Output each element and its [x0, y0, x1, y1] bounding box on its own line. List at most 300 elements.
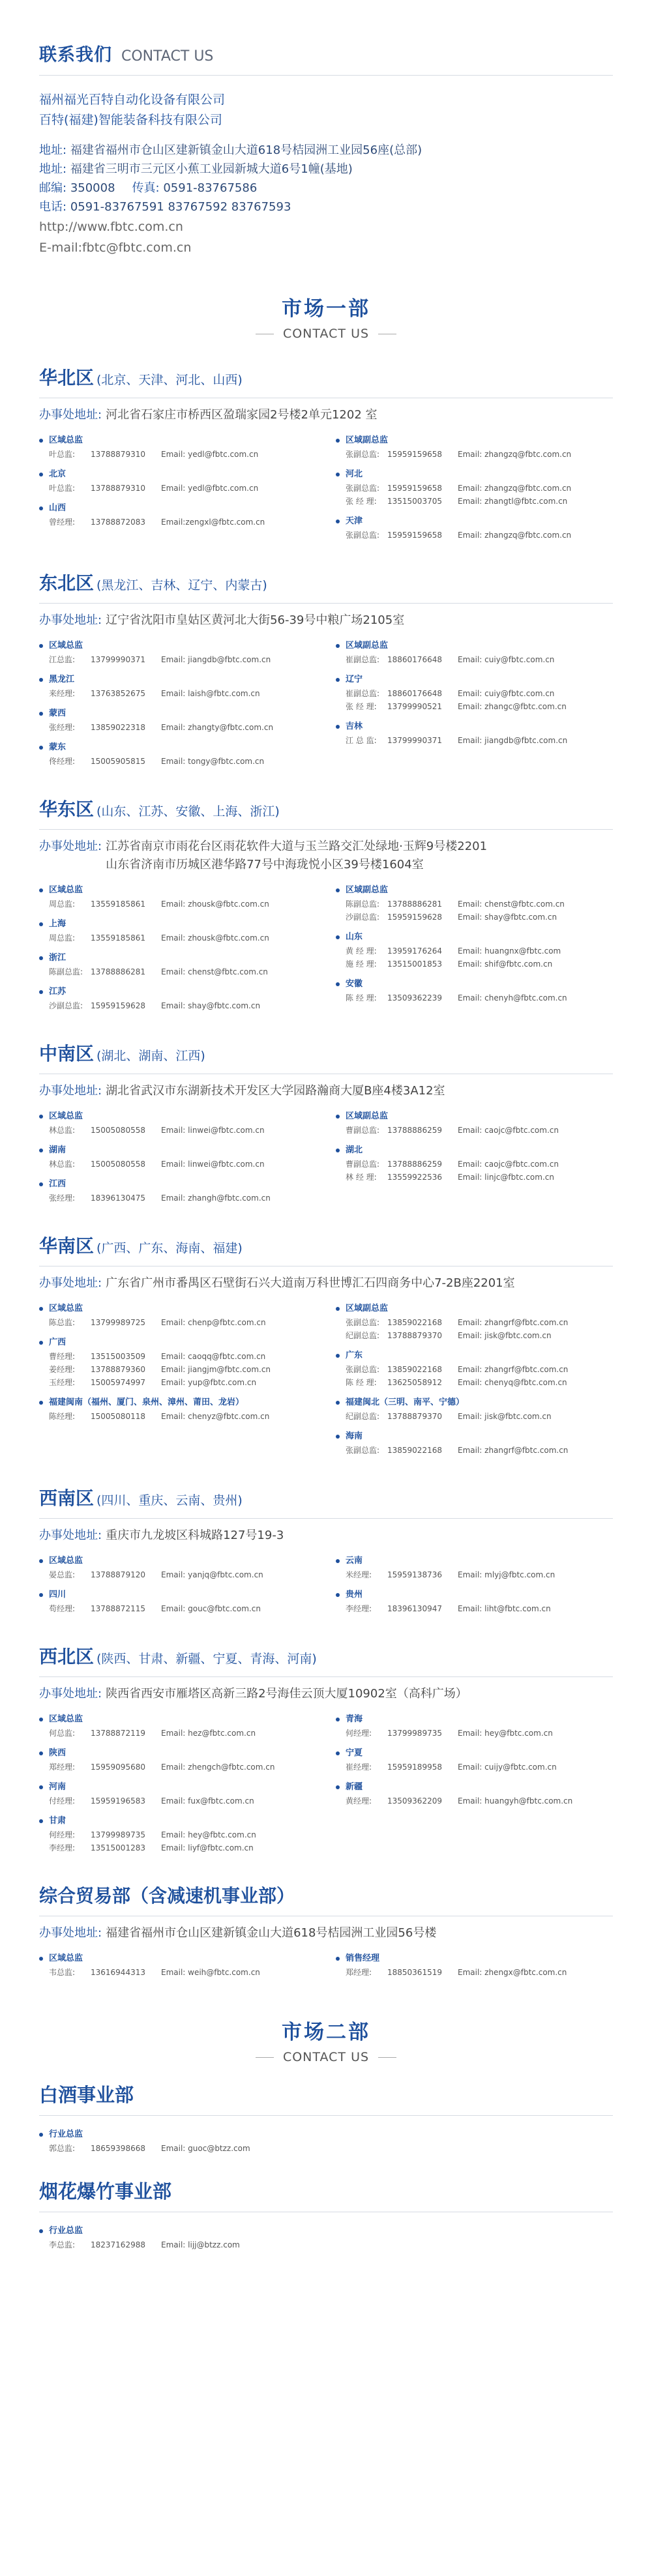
person-email[interactable]: Email: jiangdb@fbtc.com.cn	[161, 655, 271, 664]
person-name: 林总监:	[49, 1160, 76, 1169]
left-column	[39, 1952, 316, 1985]
block-title-text: 福建闽南（福州、厦门、泉州、漳州、莆田、龙岩）	[49, 1398, 244, 1407]
person-email[interactable]: Email:zengxl@fbtc.com.cn	[161, 518, 265, 527]
person-phone[interactable]: 18396130475	[91, 1193, 145, 1203]
person-phone[interactable]: 13509362209	[387, 1796, 442, 1806]
person-phone[interactable]: 15005080558	[91, 1160, 145, 1169]
person-phone[interactable]: 13515001853	[387, 959, 442, 969]
block-title	[39, 951, 316, 965]
email-link[interactable]: E-mail:fbtc@fbtc.com.cn	[39, 241, 192, 255]
zip-label: 邮编:	[39, 181, 67, 195]
block-title-text: 湖北	[346, 1145, 363, 1155]
block-title-text: 行业总监	[49, 2226, 83, 2236]
office-address	[39, 406, 613, 424]
person-email[interactable]: Email: linwei@fbtc.com.cn	[161, 1126, 265, 1135]
person-phone[interactable]: 13799989735	[387, 1729, 442, 1738]
person-email[interactable]: Email: zhangrf@fbtc.com.cn	[458, 1365, 569, 1374]
person-email[interactable]: Email: shay@fbtc.com.cn	[458, 913, 557, 922]
person-phone[interactable]: 15959138736	[387, 1570, 442, 1579]
person-row	[336, 482, 613, 495]
block-title	[39, 883, 316, 898]
person-row	[336, 1727, 613, 1740]
person-row	[39, 1761, 316, 1774]
address-label: 地址:	[39, 143, 67, 157]
contact-block	[39, 883, 316, 911]
person-email[interactable]: Email: chenyq@fbtc.com.cn	[458, 1378, 567, 1387]
person-phone[interactable]: 13509362239	[387, 993, 442, 1003]
office-label: 办事处地址:	[39, 408, 102, 422]
right-column	[336, 1109, 613, 1211]
person-email[interactable]: Email: jiangdb@fbtc.com.cn	[458, 736, 568, 745]
bullet-icon	[336, 1785, 340, 1789]
person-name: 江 总 监:	[346, 736, 377, 745]
business-section	[39, 2177, 613, 2251]
person-name: 张副总监:	[346, 1446, 380, 1455]
person-email[interactable]: Email: zhengx@fbtc.com.cn	[458, 1968, 567, 1977]
person-name: 张副总监:	[346, 1318, 380, 1327]
block-title	[336, 1780, 613, 1794]
block-title-text: 黑龙江	[49, 675, 75, 684]
person-phone[interactable]: 15959159628	[387, 913, 442, 922]
block-title	[39, 2128, 613, 2142]
person-email[interactable]: Email: liyf@fbtc.com.cn	[161, 1843, 254, 1852]
left-column	[39, 1554, 316, 1622]
person-email[interactable]: Email: chenp@fbtc.com.cn	[161, 1318, 266, 1327]
person-email[interactable]: Email: jisk@fbtc.com.cn	[458, 1412, 552, 1421]
bullet-icon	[336, 1401, 340, 1405]
person-phone[interactable]: 13799990371	[91, 655, 145, 664]
contact-block	[336, 930, 613, 971]
contact-block	[336, 1302, 613, 1342]
person-row	[39, 1727, 316, 1740]
person-phone[interactable]: 13515003705	[387, 497, 442, 506]
person-name: 曹副总监:	[346, 1160, 380, 1169]
block-title	[336, 433, 613, 448]
person-phone[interactable]: 13788872119	[91, 1729, 145, 1738]
block-title-text: 河北	[346, 469, 363, 479]
person-row	[336, 958, 613, 971]
person-name: 陈总监:	[49, 1318, 76, 1327]
person-name: 叶总监:	[49, 484, 76, 493]
person-phone[interactable]: 15005905815	[91, 757, 145, 766]
block-title	[336, 720, 613, 734]
person-phone[interactable]: 13799989735	[91, 1830, 145, 1839]
person-phone[interactable]: 13799990521	[387, 702, 442, 711]
contact-grid	[39, 433, 613, 548]
person-email[interactable]: Email: caojc@fbtc.com.cn	[458, 1160, 559, 1169]
person-row	[336, 1158, 613, 1171]
contact-block	[336, 1780, 613, 1808]
region-provinces: (广西、广东、海南、福建)	[96, 1241, 243, 1255]
contact-grid	[39, 1109, 613, 1211]
person-phone[interactable]: 13788886259	[387, 1160, 442, 1169]
block-title-text: 区域副总监	[346, 641, 389, 651]
person-name: 周总监:	[49, 933, 76, 943]
person-phone[interactable]: 13799989725	[91, 1318, 145, 1327]
divider-line	[256, 2057, 274, 2058]
block-title-text: 区域副总监	[346, 435, 389, 445]
contact-block	[336, 467, 613, 508]
person-email[interactable]: Email: lijj@btzz.com	[161, 2240, 240, 2249]
block-title-text: 贵州	[346, 1590, 363, 1600]
person-email[interactable]: Email: shif@fbtc.com.cn	[458, 959, 553, 969]
block-title-text: 广东	[346, 1351, 363, 1360]
person-email[interactable]: Email: cuijy@fbtc.com.cn	[458, 1763, 557, 1772]
person-name: 崔经理:	[346, 1763, 372, 1772]
person-email[interactable]: Email: cuiy@fbtc.com.cn	[458, 689, 555, 698]
block-title-text: 河南	[49, 1782, 67, 1792]
person-email[interactable]: Email: zhangc@fbtc.com.cn	[458, 702, 567, 711]
contact-block	[336, 883, 613, 924]
fax-label: 传真:	[132, 181, 160, 195]
person-phone[interactable]: 18659398668	[91, 2144, 145, 2153]
region-provinces: (黑龙江、吉林、辽宁、内蒙古)	[96, 578, 267, 593]
person-phone[interactable]: 13616944313	[91, 1968, 145, 1977]
person-email[interactable]: Email: caoqq@fbtc.com.cn	[161, 1352, 266, 1361]
person-email[interactable]: Email: chenst@fbtc.com.cn	[458, 900, 565, 909]
person-name: 张副总监:	[346, 1365, 380, 1374]
person-phone[interactable]: 18396130947	[387, 1604, 442, 1613]
person-name: 曹副总监:	[346, 1126, 380, 1135]
block-title-text: 区域副总监	[346, 1111, 389, 1121]
person-email[interactable]: Email: huangnx@fbtc.com	[458, 946, 561, 956]
person-phone[interactable]: 13859022168	[387, 1365, 442, 1374]
office-address	[39, 838, 613, 874]
block-title	[39, 1588, 316, 1602]
person-row	[336, 991, 613, 1004]
person-row	[336, 734, 613, 747]
bullet-icon	[39, 922, 43, 926]
company-name-2: 百特(福建)智能装备科技有限公司	[39, 113, 222, 127]
person-email[interactable]: Email: laish@fbtc.com.cn	[161, 689, 260, 698]
block-title	[336, 1302, 613, 1316]
block-title	[336, 1588, 613, 1602]
left-column	[39, 1302, 316, 1463]
person-email[interactable]: Email: liht@fbtc.com.cn	[458, 1604, 551, 1613]
person-email[interactable]: Email: linjc@fbtc.com.cn	[458, 1173, 554, 1182]
bullet-icon	[336, 1559, 340, 1563]
contact-block	[336, 639, 613, 666]
block-title	[39, 1396, 316, 1410]
office-line: 山东省济南市历城区港华路77号中海珑悦小区39号楼1604室	[106, 858, 424, 871]
block-title-text: 山西	[49, 503, 67, 513]
person-phone[interactable]: 18850361519	[387, 1968, 442, 1977]
person-name: 陈副总监:	[49, 967, 83, 976]
person-email[interactable]: Email: zhengch@fbtc.com.cn	[161, 1763, 275, 1772]
person-phone[interactable]: 18860176648	[387, 689, 442, 698]
block-title	[336, 977, 613, 991]
office-address	[39, 1924, 613, 1942]
office-value	[106, 838, 487, 874]
office-value	[106, 1527, 284, 1545]
person-name: 付经理:	[49, 1796, 76, 1806]
bullet-icon	[336, 439, 340, 443]
region-header	[39, 1882, 613, 1916]
person-email[interactable]: Email: tongy@fbtc.com.cn	[161, 757, 265, 766]
person-email[interactable]: Email: yanjq@fbtc.com.cn	[161, 1570, 263, 1579]
person-phone[interactable]: 15005080118	[91, 1412, 145, 1421]
contact-block	[336, 720, 613, 747]
person-phone[interactable]: 13788879120	[91, 1570, 145, 1579]
office-label: 办事处地址:	[39, 1687, 102, 1701]
person-phone[interactable]: 13788872083	[91, 518, 145, 527]
person-row	[336, 1966, 613, 1979]
person-email[interactable]: Email: fux@fbtc.com.cn	[161, 1796, 254, 1806]
block-title	[336, 883, 613, 898]
left-column	[39, 433, 316, 548]
bullet-icon	[39, 1182, 43, 1186]
bullet-icon	[336, 1435, 340, 1439]
contact-block	[336, 1109, 613, 1137]
person-email[interactable]: Email: zhangty@fbtc.com.cn	[161, 723, 274, 732]
person-phone[interactable]: 13799990371	[387, 736, 442, 745]
block-title-text: 安徽	[346, 979, 363, 989]
person-phone[interactable]: 13788879360	[91, 1365, 145, 1374]
region-section	[39, 795, 613, 1019]
business-title: 白酒事业部	[39, 2081, 613, 2116]
person-email[interactable]: Email: zhangtl@fbtc.com.cn	[458, 497, 568, 506]
region-provinces: (四川、重庆、云南、贵州)	[96, 1493, 243, 1508]
contact-grid	[39, 883, 613, 1019]
person-phone[interactable]: 13788879310	[91, 484, 145, 493]
person-name: 佟经理:	[49, 757, 76, 766]
right-column	[336, 433, 613, 548]
person-email[interactable]: Email: huangyh@fbtc.com.cn	[458, 1796, 573, 1806]
person-email[interactable]: Email: linwei@fbtc.com.cn	[161, 1160, 265, 1169]
person-row	[336, 1124, 613, 1137]
contact-block	[336, 1712, 613, 1740]
bullet-icon	[39, 1593, 43, 1597]
region-section	[39, 1882, 613, 1985]
person-row	[39, 1158, 316, 1171]
person-phone[interactable]: 13559185861	[91, 900, 145, 909]
person-name: 李总监:	[49, 2240, 76, 2249]
person-email[interactable]: Email: zhangrf@fbtc.com.cn	[458, 1318, 569, 1327]
block-title-text: 区域总监	[49, 885, 83, 895]
region-header	[39, 1643, 613, 1677]
block-title-text: 湖南	[49, 1145, 67, 1155]
person-name: 崔副总监:	[346, 655, 380, 664]
bullet-icon	[39, 473, 43, 476]
person-email[interactable]: Email: zhangzq@fbtc.com.cn	[458, 450, 572, 459]
person-phone[interactable]: 13788872115	[91, 1604, 145, 1613]
person-name: 陈 经 理:	[346, 993, 377, 1003]
person-phone[interactable]: 13515003509	[91, 1352, 145, 1361]
contact-block	[336, 977, 613, 1004]
bullet-icon	[39, 1751, 43, 1755]
bullet-icon	[39, 439, 43, 443]
region-provinces: (湖北、湖南、江西)	[96, 1049, 205, 1063]
person-email[interactable]: Email: zhousk@fbtc.com.cn	[161, 933, 269, 943]
contact-block	[39, 1814, 316, 1854]
contact-block	[39, 1302, 316, 1329]
person-phone[interactable]: 13788886281	[387, 900, 442, 909]
contact-block	[39, 467, 316, 495]
person-row	[39, 755, 316, 768]
contact-block	[336, 1554, 613, 1581]
person-phone[interactable]: 13788886281	[91, 967, 145, 976]
person-phone[interactable]: 15959189958	[387, 1763, 442, 1772]
office-line: 重庆市九龙坡区科城路127号19-3	[106, 1529, 284, 1542]
block-title	[39, 501, 316, 516]
bullet-icon	[39, 746, 43, 750]
block-title	[336, 673, 613, 687]
bullet-icon	[39, 990, 43, 994]
person-phone[interactable]: 13859022168	[387, 1446, 442, 1455]
person-email[interactable]: Email: yup@fbtc.com.cn	[161, 1378, 257, 1387]
person-name: 江总监:	[49, 655, 76, 664]
person-name: 张 经 理:	[346, 497, 377, 506]
person-phone[interactable]: 15959159658	[387, 450, 442, 459]
person-phone[interactable]: 13763852675	[91, 689, 145, 698]
bullet-icon	[336, 520, 340, 523]
person-email[interactable]: Email: caojc@fbtc.com.cn	[458, 1126, 559, 1135]
block-title-text: 上海	[49, 919, 67, 929]
block-title	[336, 1349, 613, 1363]
person-phone[interactable]: 13788879370	[387, 1331, 442, 1340]
person-name: 黄 经 理:	[346, 946, 377, 956]
person-email[interactable]: Email: zhangrf@fbtc.com.cn	[458, 1446, 569, 1455]
office-line: 广东省广州市番禺区石壁街石兴大道南万科世博汇石四商务中心7-2B座2201室	[106, 1276, 515, 1290]
person-row	[39, 1376, 316, 1389]
dept1-title: 市场一部	[282, 297, 370, 321]
person-phone[interactable]: 15959095680	[91, 1763, 145, 1772]
contact-block	[39, 1177, 316, 1205]
office-value	[106, 1685, 467, 1703]
person-phone[interactable]: 13959176264	[387, 946, 442, 956]
dept1-subtitle: CONTACT US	[282, 327, 370, 341]
block-title-text: 销售经理	[346, 1954, 380, 1963]
block-title-text: 浙江	[49, 953, 67, 963]
bullet-icon	[336, 473, 340, 476]
address-1: 地址: 福建省福州市仓山区建新镇金山大道618号桔园洲工业园56座(总部)	[39, 143, 422, 157]
right-column	[336, 1554, 613, 1622]
block-title-text: 福建闽北（三明、南平、宁德）	[346, 1398, 465, 1407]
person-email[interactable]: Email: chenyz@fbtc.com.cn	[161, 1412, 270, 1421]
person-row	[39, 1966, 316, 1979]
person-row	[336, 1794, 613, 1808]
bullet-icon	[336, 1593, 340, 1597]
person-row	[39, 448, 316, 461]
person-phone[interactable]: 13625058912	[387, 1378, 442, 1387]
block-title	[39, 1302, 316, 1316]
person-phone[interactable]: 13788879370	[387, 1412, 442, 1421]
person-phone[interactable]: 13788886259	[387, 1126, 442, 1135]
person-email[interactable]: Email: chenst@fbtc.com.cn	[161, 967, 268, 976]
person-row	[39, 1568, 316, 1581]
person-email[interactable]: Email: yedl@fbtc.com.cn	[161, 450, 259, 459]
block-title-text: 辽宁	[346, 675, 363, 684]
block-title-text: 区域副总监	[346, 885, 389, 895]
person-email[interactable]: Email: mlyj@fbtc.com.cn	[458, 1570, 556, 1579]
contact-block	[39, 501, 316, 529]
person-phone[interactable]: 15959159658	[387, 531, 442, 540]
person-row	[39, 2142, 613, 2155]
block-title	[336, 514, 613, 529]
person-email[interactable]: Email: yedl@fbtc.com.cn	[161, 484, 259, 493]
person-phone[interactable]: 15959159658	[387, 484, 442, 493]
bullet-icon	[336, 1354, 340, 1358]
person-phone[interactable]: 13788879310	[91, 450, 145, 459]
block-title	[336, 639, 613, 653]
person-phone[interactable]: 18860176648	[387, 655, 442, 664]
person-phone[interactable]: 13859022168	[387, 1318, 442, 1327]
block-title-text: 山东	[346, 932, 363, 942]
bullet-icon	[39, 1819, 43, 1823]
contact-title	[39, 40, 613, 76]
person-name: 张副总监:	[346, 484, 380, 493]
left-column	[39, 639, 316, 774]
bullet-icon	[39, 1341, 43, 1345]
person-phone[interactable]: 15959159628	[91, 1001, 145, 1010]
block-title	[39, 1177, 316, 1192]
person-phone[interactable]: 13559922536	[387, 1173, 442, 1182]
website-link[interactable]: http://www.fbtc.com.cn	[39, 220, 183, 234]
person-phone[interactable]: 13559185861	[91, 933, 145, 943]
person-email[interactable]: Email: weih@fbtc.com.cn	[161, 1968, 260, 1977]
block-title	[39, 1746, 316, 1761]
person-email[interactable]: Email: gouc@fbtc.com.cn	[161, 1604, 261, 1613]
person-phone[interactable]: 15005974997	[91, 1378, 145, 1387]
person-phone[interactable]: 13515001283	[91, 1843, 145, 1852]
block-title	[39, 985, 316, 999]
person-email[interactable]: Email: hey@fbtc.com.cn	[458, 1729, 553, 1738]
contact-block	[39, 2224, 613, 2251]
person-email[interactable]: Email: zhangzq@fbtc.com.cn	[458, 484, 572, 493]
person-email[interactable]: Email: cuiy@fbtc.com.cn	[458, 655, 555, 664]
person-phone[interactable]: 13859022318	[91, 723, 145, 732]
person-email[interactable]: Email: zhousk@fbtc.com.cn	[161, 900, 269, 909]
person-email[interactable]: Email: jiangjm@fbtc.com.cn	[161, 1365, 271, 1374]
person-name: 林总监:	[49, 1126, 76, 1135]
contact-block	[336, 514, 613, 542]
person-name: 来经理:	[49, 689, 76, 698]
person-phone[interactable]: 15959196583	[91, 1796, 145, 1806]
block-title	[39, 467, 316, 482]
contact-block	[39, 2128, 613, 2155]
person-phone[interactable]: 18237162988	[91, 2240, 145, 2249]
block-title-text: 区域总监	[49, 1111, 83, 1121]
person-email[interactable]: Email: zhangh@fbtc.com.cn	[161, 1193, 271, 1203]
contact-block	[39, 740, 316, 768]
left-column	[39, 883, 316, 1019]
person-row	[39, 931, 316, 944]
block-title	[336, 1396, 613, 1410]
business-contacts	[39, 2224, 613, 2251]
region-section	[39, 1232, 613, 1463]
person-row	[336, 1568, 613, 1581]
contact-block	[39, 433, 316, 461]
person-name: 张 经 理:	[346, 702, 377, 711]
person-email[interactable]: Email: jisk@fbtc.com.cn	[458, 1331, 552, 1340]
bullet-icon	[39, 678, 43, 682]
block-title-text: 区域总监	[49, 1304, 83, 1313]
person-email[interactable]: Email: shay@fbtc.com.cn	[161, 1001, 261, 1010]
office-line: 辽宁省沈阳市皇姑区黄河北大街56-39号中粮广场2105室	[106, 613, 405, 627]
person-email[interactable]: Email: hez@fbtc.com.cn	[161, 1729, 256, 1738]
person-phone[interactable]: 15005080558	[91, 1126, 145, 1135]
bullet-icon	[39, 1718, 43, 1721]
bullet-icon	[39, 956, 43, 960]
person-email[interactable]: Email: zhangzq@fbtc.com.cn	[458, 531, 572, 540]
person-email[interactable]: Email: hey@fbtc.com.cn	[161, 1830, 256, 1839]
block-title	[39, 1780, 316, 1794]
person-email[interactable]: Email: guoc@btzz.com	[161, 2144, 250, 2153]
person-email[interactable]: Email: chenyh@fbtc.com.cn	[458, 993, 567, 1003]
region-section	[39, 1643, 613, 1861]
person-name: 张副总监:	[346, 450, 380, 459]
business-title: 烟花爆竹事业部	[39, 2177, 613, 2212]
